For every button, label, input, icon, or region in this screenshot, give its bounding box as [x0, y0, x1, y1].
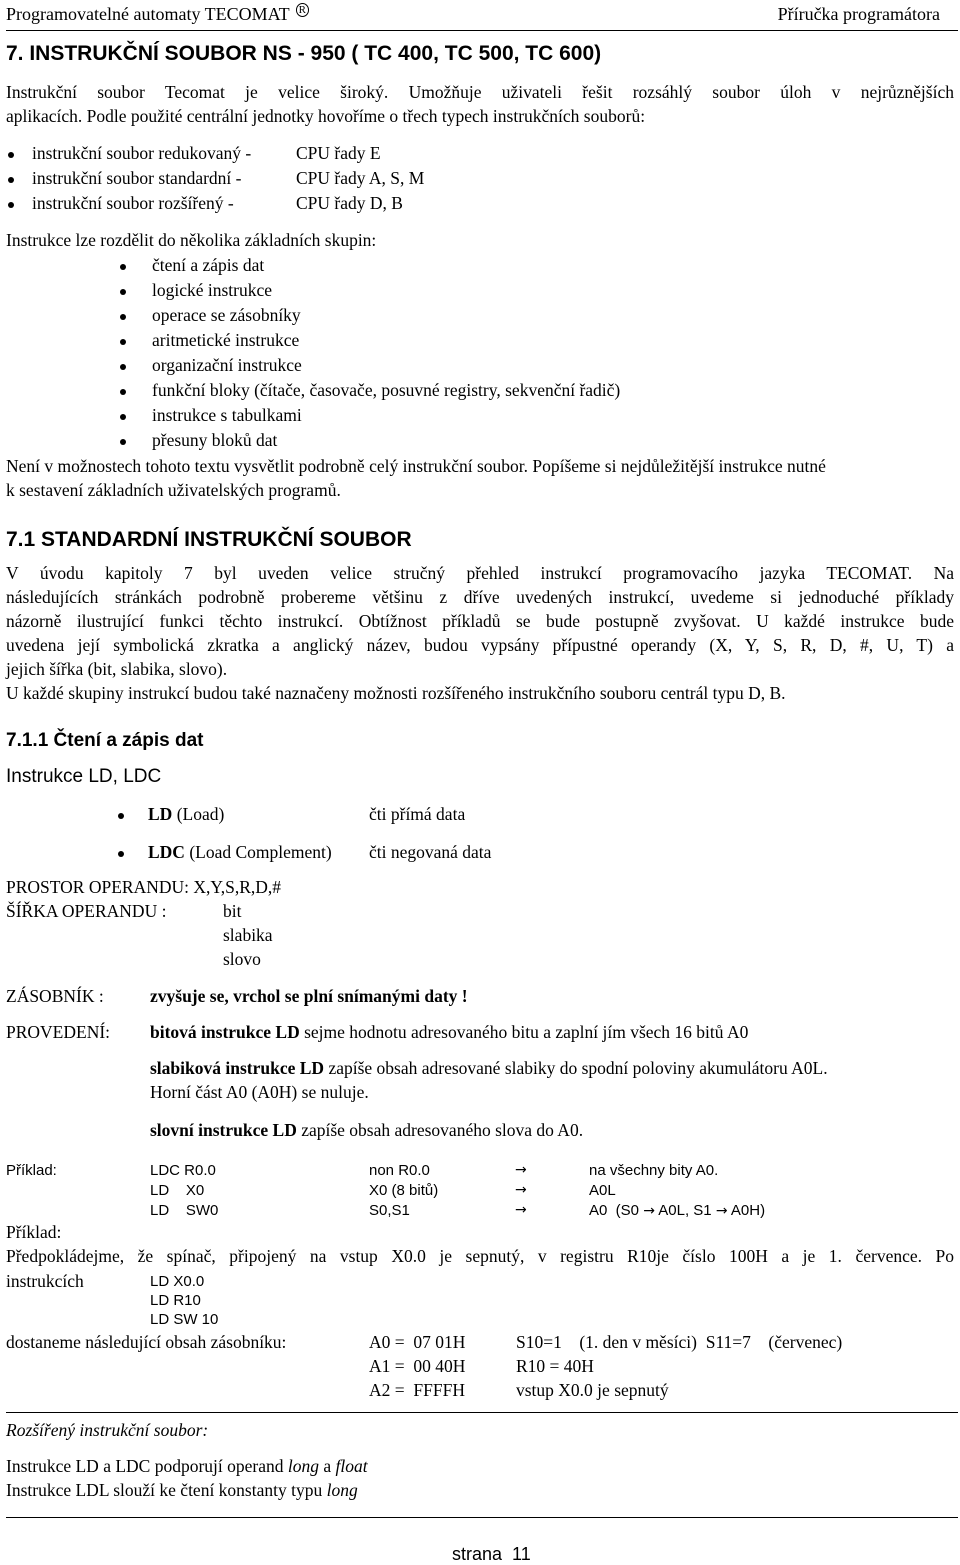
exec-word: slovní instrukce LD zapíše obsah adresovaného slova do A0.	[150, 1120, 584, 1140]
operand-width: slovo	[223, 949, 261, 969]
stack-reg: A0 = 07 01H	[369, 1332, 466, 1352]
header-divider	[6, 30, 958, 31]
example-instr: LD X0	[150, 1182, 205, 1199]
group-item: funkční bloky (čítače, časovače, posuvné registry, sekvenční řadič)	[152, 380, 621, 400]
group-item: operace se zásobníky	[152, 305, 301, 325]
section-line: V úvodu kapitoly 7 byl uveden velice stručný přehled instrukcí programovacího jazyka TECOMAT. Na	[6, 563, 954, 583]
example-operand: X0 (8 bitů)	[369, 1182, 439, 1199]
bullet-icon	[120, 364, 126, 370]
groups-intro: Instrukce lze rozdělit do několika základních skupin:	[6, 230, 377, 250]
set-cpu: CPU řady D, B	[296, 193, 403, 213]
result-intro: dostaneme následující obsah zásobníku:	[6, 1332, 287, 1352]
example-label: Příklad:	[6, 1162, 57, 1179]
section-line: následujících stránkách podrobně probereme většinu z dříve uvedených instrukcí, uvedeme si jednoduché příklady	[6, 587, 954, 607]
example-operand: non R0.0	[369, 1162, 430, 1179]
group-item: čtení a zápis dat	[152, 255, 265, 275]
group-item: instrukce s tabulkami	[152, 405, 302, 425]
set-cpu: CPU řady E	[296, 143, 381, 163]
bullet-icon	[120, 439, 126, 445]
group-item: přesuny bloků dat	[152, 430, 278, 450]
example-instr: LD SW0	[150, 1202, 219, 1219]
extended-divider	[6, 1412, 958, 1413]
extended-title: Rozšířený instrukční soubor:	[6, 1420, 209, 1440]
instr-ld-desc: čti přímá data	[369, 804, 466, 824]
example-text: Předpokládejme, že spínač, připojený na vstup X0.0 je sepnutý, v registru R10je číslo 100H a je 1. července. Po	[6, 1246, 954, 1266]
stack-reg: A2 = FFFFH	[369, 1380, 465, 1400]
arrow-icon: →	[715, 1203, 728, 1219]
bullet-icon	[8, 177, 14, 183]
arrow-icon: →	[515, 1182, 527, 1198]
example-instr: LDC R0.0	[150, 1162, 216, 1179]
note-line-1: Není v možnostech tohoto textu vysvětlit podrobně celý instrukční soubor. Popíšeme si nejdůležitější instrukce nutné	[6, 456, 826, 476]
section-title: 7.1 STANDARDNÍ INSTRUKČNÍ SOUBOR	[6, 528, 412, 551]
operand-width: bit	[223, 901, 242, 921]
arrow-icon: →	[515, 1162, 527, 1178]
bullet-icon	[120, 289, 126, 295]
arrow-icon: →	[515, 1202, 527, 1218]
example-text: instrukcích	[6, 1271, 84, 1291]
registered-mark: R	[296, 3, 309, 17]
operand-width: slabika	[223, 925, 273, 945]
group-item: aritmetické instrukce	[152, 330, 300, 350]
header-doc-title: Programovatelné automaty TECOMAT $^R$	[6, 4, 309, 25]
bullet-icon	[118, 813, 124, 819]
example-code: LD R10	[150, 1292, 201, 1309]
stack-note: vstup X0.0 je sepnutý	[516, 1380, 669, 1400]
example-code: LD SW 10	[150, 1311, 219, 1328]
exec-label: PROVEDENÍ:	[6, 1022, 111, 1042]
set-cpu: CPU řady A, S, M	[296, 168, 425, 188]
stack-note: R10 = 40H	[516, 1356, 594, 1376]
instr-ldc-desc: čti negovaná data	[369, 842, 492, 862]
exec-bit: bitová instrukce LD sejme hodnotu adresovaného bitu a zaplní jím všech 16 bitů A0	[150, 1022, 749, 1042]
stack-reg: A1 = 00 40H	[369, 1356, 466, 1376]
intro-line-1: Instrukční soubor Tecomat je velice široký. Umožňuje uživateli řešit rozsáhlý soubor úloh v nejrůznějších	[6, 82, 954, 102]
group-item: logické instrukce	[152, 280, 273, 300]
group-item: organizační instrukce	[152, 355, 302, 375]
stack-value: zvyšuje se, vrchol se plní snímanými daty !	[150, 986, 468, 1006]
bullet-icon	[120, 314, 126, 320]
chapter-title: 7. INSTRUKČNÍ SOUBOR NS - 950 ( TC 400, TC 500, TC 600)	[6, 42, 602, 65]
instr-ldc: LDC (Load Complement)	[148, 842, 332, 862]
note-line-2: k sestavení základních uživatelských programů.	[6, 480, 341, 500]
subsection-title: 7.1.1 Čtení a zápis dat	[6, 730, 204, 751]
operand-width-label: ŠÍŘKA OPERANDU :	[6, 901, 167, 921]
example-result: A0 (S0 → A0L, S1 → A0H)	[589, 1202, 766, 1219]
arrow-icon: →	[643, 1203, 655, 1219]
extended-line-2: Instrukce LDL slouží ke čtení konstanty typu long	[6, 1480, 358, 1500]
stack-note: S10=1 (1. den v měsíci) S11=7 (červenec)	[516, 1332, 843, 1352]
example-code: LD X0.0	[150, 1273, 205, 1290]
bullet-icon	[120, 264, 126, 270]
bullet-icon	[8, 152, 14, 158]
bullet-icon	[8, 202, 14, 208]
example-label: Příklad:	[6, 1222, 62, 1242]
footer-divider	[6, 1517, 958, 1518]
section-line: uvedena její symbolická zkratka a anglický název, budou vypsány přípustné operandy (X, Y, S, R, D, #, U, T) a	[6, 635, 954, 655]
instr-ld: LD (Load)	[148, 804, 225, 824]
section-line: jejich šířka (bit, slabika, slovo).	[6, 659, 228, 679]
exec-byte: slabiková instrukce LD zapíše obsah adresované slabiky do spodní poloviny akumulátoru A0L.	[150, 1058, 828, 1078]
bullet-icon	[120, 339, 126, 345]
operand-space: PROSTOR OPERANDU: X,Y,S,R,D,#	[6, 877, 282, 897]
example-result: A0L	[589, 1182, 616, 1199]
bullet-icon	[120, 389, 126, 395]
set-name: instrukční soubor standardní -	[32, 168, 242, 188]
header-manual-title: Příručka programátora	[777, 4, 940, 24]
bullet-icon	[120, 414, 126, 420]
instruction-heading: Instrukce LD, LDC	[6, 766, 162, 787]
page-number: strana 11	[452, 1544, 531, 1564]
section-line: názorně ilustrující funkci těchto instrukcí. Obtížnost příkladů se bude postupně zvyšovat. U každé instrukce bude	[6, 611, 954, 631]
section-line: U každé skupiny instrukcí budou také naznačeny možnosti rozšířeného instrukčního souboru centrál typu D, B.	[6, 683, 786, 703]
example-result: na všechny bity A0.	[589, 1162, 719, 1179]
set-name: instrukční soubor rozšířený -	[32, 193, 234, 213]
extended-line-1: Instrukce LD a LDC podporují operand long a float	[6, 1456, 368, 1476]
exec-byte-2: Horní část A0 (A0H) se nuluje.	[150, 1082, 369, 1102]
example-operand: S0,S1	[369, 1202, 410, 1219]
bullet-icon	[118, 851, 124, 857]
intro-line-2: aplikacích. Podle použité centrální jednotky hovoříme o třech typech instrukčních souborů:	[6, 106, 646, 126]
set-name: instrukční soubor redukovaný -	[32, 143, 252, 163]
stack-label: ZÁSOBNÍK :	[6, 986, 104, 1006]
